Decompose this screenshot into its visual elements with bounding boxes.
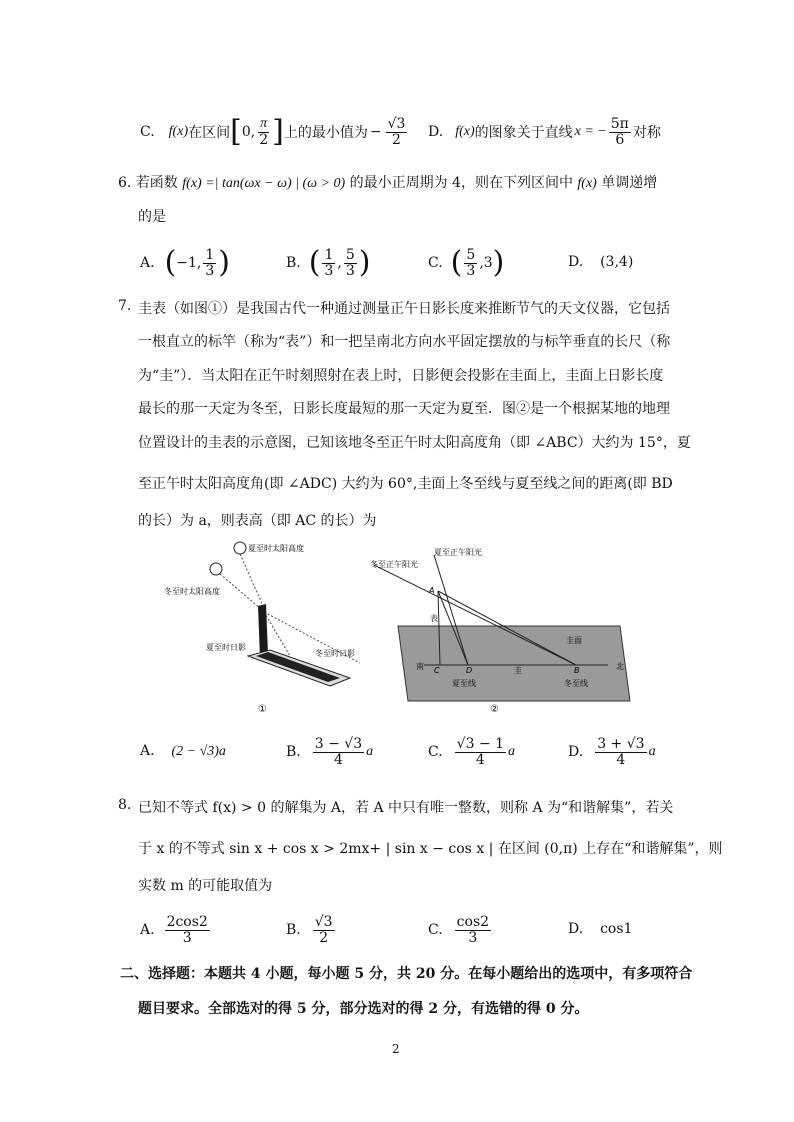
right-bracket: ] — [272, 114, 284, 149]
question-number: 6. — [118, 175, 132, 191]
option-label: A. — [140, 743, 155, 759]
label-south: 南 — [416, 662, 424, 671]
section-2-heading-line1: 二、选择题：本题共 4 小题，每小题 5 分，共 20 分。在每小题给出的选项中，有多项符合 — [120, 966, 693, 982]
q8-option-c — [428, 910, 493, 950]
q7-line-1: 圭表（如图①）是我国古代一种通过测量正午日影长度来推断节气的天文仪器，它包括 — [138, 301, 670, 317]
fraction: $\frac{3 + √3}{4}$ — [597, 735, 645, 768]
text: 在区间 — [188, 125, 231, 141]
label-winter-shadow: 冬至时日影 — [315, 649, 355, 658]
q7-line-5: 位置设计的圭表的示意图，已知该地冬至正午时太阳高度角（即 ∠ABC）大约为 15°，夏 — [138, 435, 691, 451]
text: 单调递增 — [601, 175, 658, 191]
denominator: 2 — [259, 131, 269, 148]
fraction: $\frac{3 - √3}{4}$ — [314, 735, 363, 768]
denominator: 6 — [615, 131, 625, 148]
numerator: π — [260, 115, 268, 131]
label-winter-sun: 冬至时太阳高度 — [164, 587, 220, 596]
label-biao: 表 — [430, 614, 438, 623]
q7-line-3: 为“圭”）．当太阳在正午时刻照射在表上时，日影便会投影在圭面上，圭面上日影长度 — [138, 368, 664, 384]
fraction: $\frac{5}{3}$ — [466, 246, 476, 279]
option-label: D. — [568, 921, 584, 937]
q6-option-a: A. ( −1, $\frac{1}{3}$ ) — [140, 245, 231, 280]
label-winter-light: 冬至正午阳光 — [370, 560, 418, 569]
fraction-sqrt3-over-2 — [386, 117, 408, 147]
q7-line-4: 最长的那一天定为冬至，日影长度最短的那一天定为夏至．图②是一个根据某地的地理 — [138, 401, 670, 417]
q7-option-a: A. (2 − √3)a — [140, 743, 226, 759]
q7-line-7: 的长）为 a，则表高（即 AC 的长）为 — [138, 513, 377, 529]
q6-option-d: D. (3,4) — [568, 254, 634, 270]
section-2-heading-line2: 题目要求。全部选对的得 5 分，部分选对的得 2 分，有选错的得 0 分。 — [138, 1001, 589, 1017]
q7-option-c: C. $\frac{√3 - 1}{4}$ a — [428, 735, 516, 768]
q7-line-2: 一根直立的标竿（称为“表”）和一把呈南北方向水平固定摆放的与标竿垂直的长尺（称 — [138, 334, 671, 350]
q7-number: 7. — [118, 298, 132, 314]
q7-option-b: B. $\frac{3 - √3}{4}$ a — [286, 735, 374, 768]
option-label: A. — [140, 255, 155, 271]
fraction: $\frac{\cos 2}{3}$ — [456, 913, 490, 946]
option-label: C. — [140, 124, 155, 140]
left-bracket: [ — [230, 114, 242, 149]
label-summer-shadow: 夏至时日影 — [206, 643, 246, 652]
label-summer-light: 夏至正午阳光 — [434, 548, 482, 557]
q8-number: 8. — [118, 797, 132, 813]
denominator: 2 — [392, 131, 401, 148]
point-A: A — [429, 586, 435, 595]
option-label: D. — [428, 124, 444, 140]
fraction: $\frac{√3}{2}$ — [314, 913, 333, 946]
fraction: $\frac{1}{3}$ — [205, 246, 215, 279]
winter-sun-circle — [210, 563, 222, 575]
fraction: $\frac{2\cos 2}{3}$ — [166, 913, 208, 946]
label-north: 北 — [616, 662, 624, 671]
text: 对称 — [632, 125, 661, 141]
q6-stem-line1 — [118, 172, 657, 192]
numerator: 5π — [610, 115, 629, 132]
fraction-5pi-over-6 — [609, 117, 631, 147]
text: 的最小正周期为 4，则在下列区间中 — [349, 175, 573, 191]
label-summer-sun: 夏至时太阳高度 — [248, 544, 304, 553]
option-label: C. — [428, 255, 443, 271]
q6-option-b: B. ( $\frac{1}{3}$ , $\frac{5}{3}$ ) — [286, 245, 371, 280]
equation-prefix: x = − — [574, 124, 607, 139]
text: 上的最小值为 — [283, 125, 368, 141]
q6-option-c: C. ( $\frac{5}{3}$ ,3 ) — [428, 245, 505, 280]
q6-stem-line2: 的是 — [138, 209, 166, 225]
fraction-pi-over-2 — [257, 117, 270, 147]
fraction: $\frac{1}{3}$ — [324, 246, 334, 279]
option-label: A. — [140, 922, 155, 938]
fraction: $\frac{5}{3}$ — [345, 246, 355, 279]
point-D: D — [466, 666, 473, 675]
function-fx: f(x) — [577, 176, 597, 191]
label-gui: 圭 — [514, 666, 522, 675]
option-label: C. — [428, 744, 443, 760]
figure-2-gnomon-diagram — [368, 543, 643, 715]
label-winter-line: 冬至线 — [564, 679, 588, 688]
q8-option-d: D. cos1 — [568, 921, 633, 937]
q8-line-1: 已知不等式 f(x) > 0 的解集为 A，若 A 中只有唯一整数，则称 A 为“和谐解集”，若关 — [138, 800, 674, 816]
option-label: B. — [286, 744, 301, 760]
function-expression: f(x) =| tan(ωx − ω) | (ω > 0) — [182, 176, 346, 191]
label-summer-line: 夏至线 — [452, 679, 476, 688]
option-label: D. — [568, 744, 584, 760]
option-label: C. — [428, 922, 443, 938]
text: 若函数 — [135, 175, 178, 191]
function-fx: f(x) — [168, 124, 189, 139]
caption-1: ① — [258, 704, 267, 715]
option-label: B. — [286, 255, 301, 271]
q8-line-3: 实数 m 的可能取值为 — [138, 878, 273, 894]
numerator: √3 — [387, 115, 406, 132]
function-fx: f(x) — [455, 124, 475, 139]
gnomon-pole — [258, 604, 268, 658]
q5-option-d — [428, 112, 661, 152]
summer-sun-circle — [234, 542, 246, 554]
interval-start: 0, — [241, 124, 256, 140]
point-B: B — [574, 666, 580, 675]
q5-option-c: C. f(x) 在区间 [ 0, $\frac{\pi}{2}$ ] 上的最小值为 − $\frac{√3}{2}$ — [140, 114, 406, 149]
option-label: B. — [286, 922, 301, 938]
page-number: 2 — [392, 1042, 400, 1056]
q8-option-b — [286, 910, 337, 950]
fraction: $\frac{√3 - 1}{4}$ — [456, 735, 505, 768]
figure-1-gnomon-photo — [160, 538, 370, 718]
q8-line-2: 于 x 的不等式 sin x + cos x > 2mx+ | sin x − cos x | 在区间 (0,π) 上存在“和谐解集”，则 — [138, 841, 723, 857]
option-label: D. — [568, 254, 584, 270]
text: 的图象关于直线 — [474, 125, 573, 141]
gui-plane — [398, 626, 630, 701]
q7-line-6: 至正午时太阳高度角(即 ∠ADC) 大约为 60°,圭面上冬至线与夏至线之间的距离(即 BD — [138, 476, 673, 492]
caption-2: ② — [490, 704, 499, 715]
q8-option-a — [140, 910, 212, 950]
q7-option-d: D. $\frac{3 + √3}{4}$ a — [568, 735, 656, 768]
label-guimian: 圭面 — [566, 636, 582, 645]
point-C: C — [434, 666, 440, 675]
